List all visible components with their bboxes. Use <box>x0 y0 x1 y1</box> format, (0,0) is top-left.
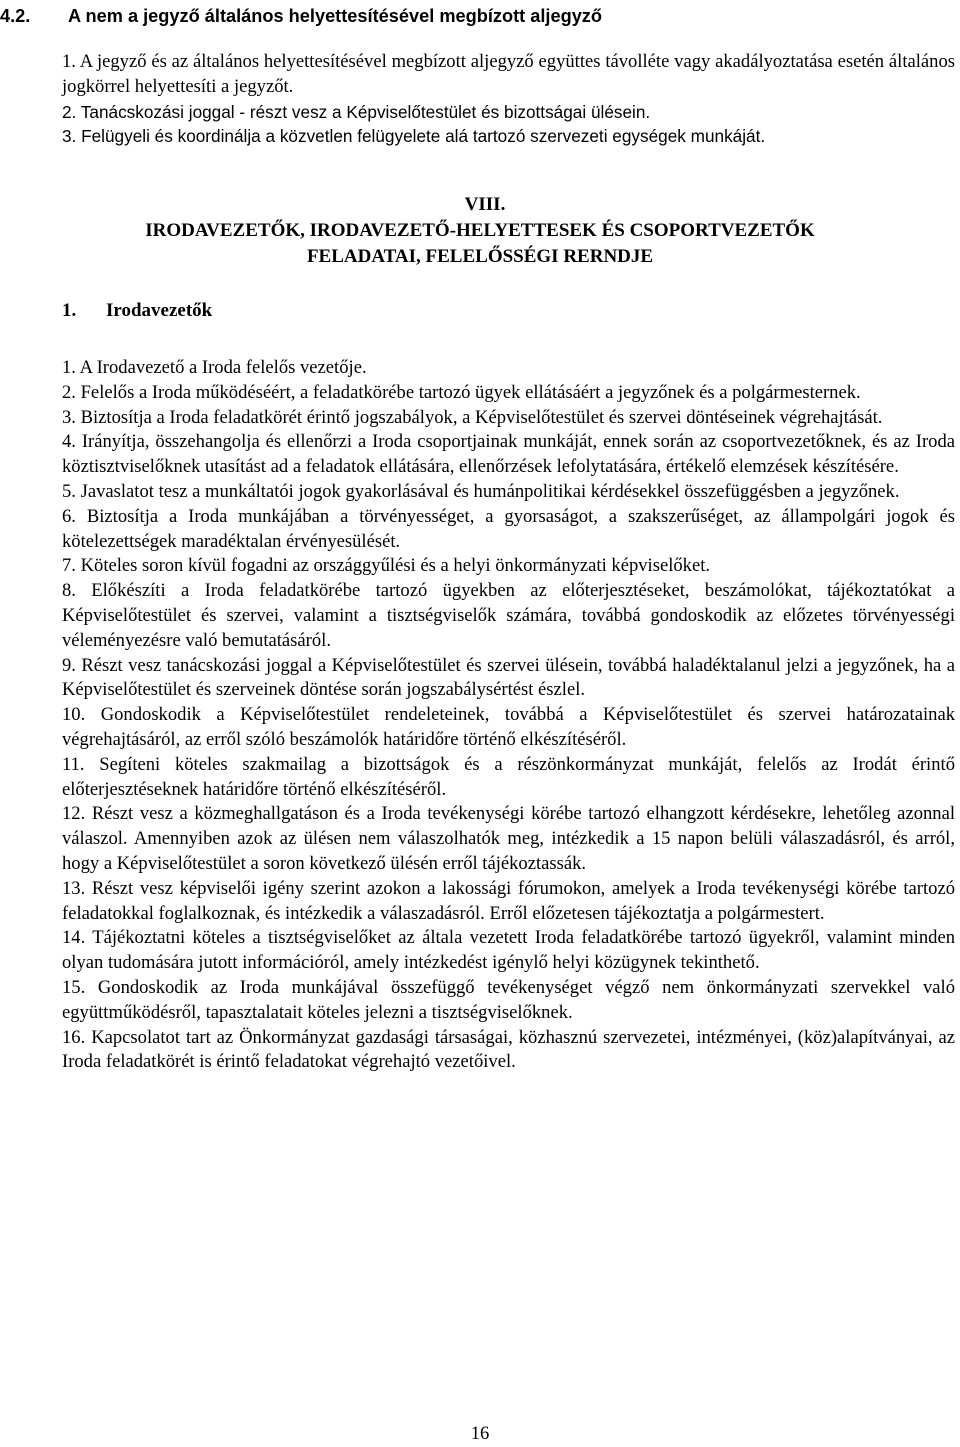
chapter-title-line: IRODAVEZETŐK, IRODAVEZETŐ-HELYETTESEK ÉS CSOPORTVEZETŐK <box>145 220 815 241</box>
subsection-number: 1. <box>62 300 77 321</box>
duty-item: 10. Gondoskodik a Képviselőtestület rendeleteinek, továbbá a Képviselőtestület és szervei határozatainak végrehajtásáról, az erről szóló beszámolók határidőre történő elkészítéséről. <box>62 704 955 750</box>
duty-item: 13. Részt vesz képviselői igény szerint azokon a lakossági fórumokon, amelyek a Iroda tevékenységi körébe tartozó feladatokkal foglalkoznak, és intézkedik a válaszadásról. Erről előzetesen tájékoztatja a polgármestert. <box>62 877 955 924</box>
duty-item: 12. Részt vesz a közmeghallgatáson és a Iroda tevékenységi körébe tartozó elhangzott kérdésekre, lehetőleg azonnal válaszol. Amennyiben azok az ülésen nem válaszolhatók meg, intézkedik a 15 napon belüli válaszadásról, és arról, hogy a Képviselőtestület a soron következő ülésén erről tájékoztassák. <box>62 803 955 874</box>
duty-item: 14. Tájékoztatni köteles a tisztségviselőket az általa vezetett Iroda feladatkörébe tartozó ügyekről, valamint minden olyan tudomására jutott információról, amely intézkedést igénylő helyi közügynek tekinthető. <box>62 927 955 974</box>
subsection-heading <box>62 299 212 324</box>
chapter-number: VIII. <box>464 194 506 215</box>
section-item: 3. Felügyeli és koordinálja a közvetlen felügyelete alá tartozó szervezeti egységek munkáját. <box>62 126 766 147</box>
section-title: A nem a jegyző általános helyettesítésével megbízott aljegyző <box>68 6 603 26</box>
duty-list <box>62 356 955 1075</box>
duty-item: 8. Előkészíti a Iroda feladatkörébe tartozó ügyekben az előterjesztéseket, beszámolókat, tájékoztatókat a Képviselőtestület és szervei, valamint a tisztségviselők számára, továbbá gondoskodik az előzetes törvényességi véleményezésre való bemutatásáról. <box>62 580 955 651</box>
duty-item: 11. Segíteni köteles szakmailag a bizottságok és a részönkormányzat munkáját, felelős az Irodát érintő előterjesztéseknek határidőre történő elkészítéséről. <box>62 753 955 800</box>
duty-item: 16. Kapcsolatot tart az Önkormányzat gazdasági társaságai, közhasznú szervezetei, intézményei, (köz)alapítványai, az Iroda feladatkörét is érintő feladatokat végrehajtó vezetőivel. <box>62 1026 955 1073</box>
section-number: 4.2. <box>0 6 31 26</box>
subsection-title: Irodavezetők <box>106 300 213 321</box>
section-item: 2. Tanácskozási joggal - részt vesz a Képviselőtestület és bizottságai ülésein. <box>62 101 651 122</box>
section-heading <box>0 4 602 29</box>
duty-item: 15. Gondoskodik az Iroda munkájával összefüggő tevékenységet végző nem önkormányzati szervekkel való együttműködésről, tapasztalatait köteles jelezni a tisztségviselőknek. <box>62 976 955 1023</box>
duty-item: 1. A Irodavezető a Iroda felelős vezetője. <box>62 357 367 378</box>
duty-item: 5. Javaslatot tesz a munkáltatói jogok gyakorlásával és humánpolitikai kérdésekkel összefüggésben a jegyzőnek. <box>62 480 900 502</box>
section-item-list <box>62 50 955 149</box>
duty-item: 2. Felelős a Iroda működéséért, a feladatkörébe tartozó ügyek ellátásáért a jegyzőnek és a polgármesternek. <box>62 381 861 403</box>
duty-item: 9. Részt vesz tanácskozási joggal a Képviselőtestület és szervei ülésein, továbbá haladéktalanul jelzi a jegyzőnek, ha a Képviselőtestület és szerveinek döntése során jogszabálysértést észlel. <box>62 654 955 701</box>
section-item: 1. A jegyző és az általános helyettesítésével megbízott aljegyző együttes távolléte vagy akadályoztatása esetén általános jogkörrel helyettesíti a jegyzőt. <box>62 51 955 97</box>
duty-item: 7. Köteles soron kívül fogadni az országgyűlési és a helyi önkormányzati képviselőket. <box>62 555 711 577</box>
duty-item: 3. Biztosítja a Iroda feladatkörét érintő jogszabályok, a Képviselőtestület és szervei döntéseinek végrehajtását. <box>62 406 883 428</box>
duty-item: 6. Biztosítja a Iroda munkájában a törvényességet, a gyorsaságot, a szakszerűséget, az állampolgári jogok és kötelezettségek maradéktalan érvényesülését. <box>62 505 955 552</box>
chapter-title-line: FELADATAI, FELELŐSSÉGI RERNDJE <box>306 246 654 267</box>
chapter-heading <box>0 192 960 270</box>
duty-item: 4. Irányítja, összehangolja és ellenőrzi a Iroda csoportjainak munkáját, ennek során az csoportvezetőknek, és az Iroda köztisztviselőknek utasítást ad a feladatok ellátására, ellenőrzések lefolytatására, értékelő elemzések készítésére. <box>62 431 955 478</box>
page-number: 16 <box>470 1423 490 1444</box>
